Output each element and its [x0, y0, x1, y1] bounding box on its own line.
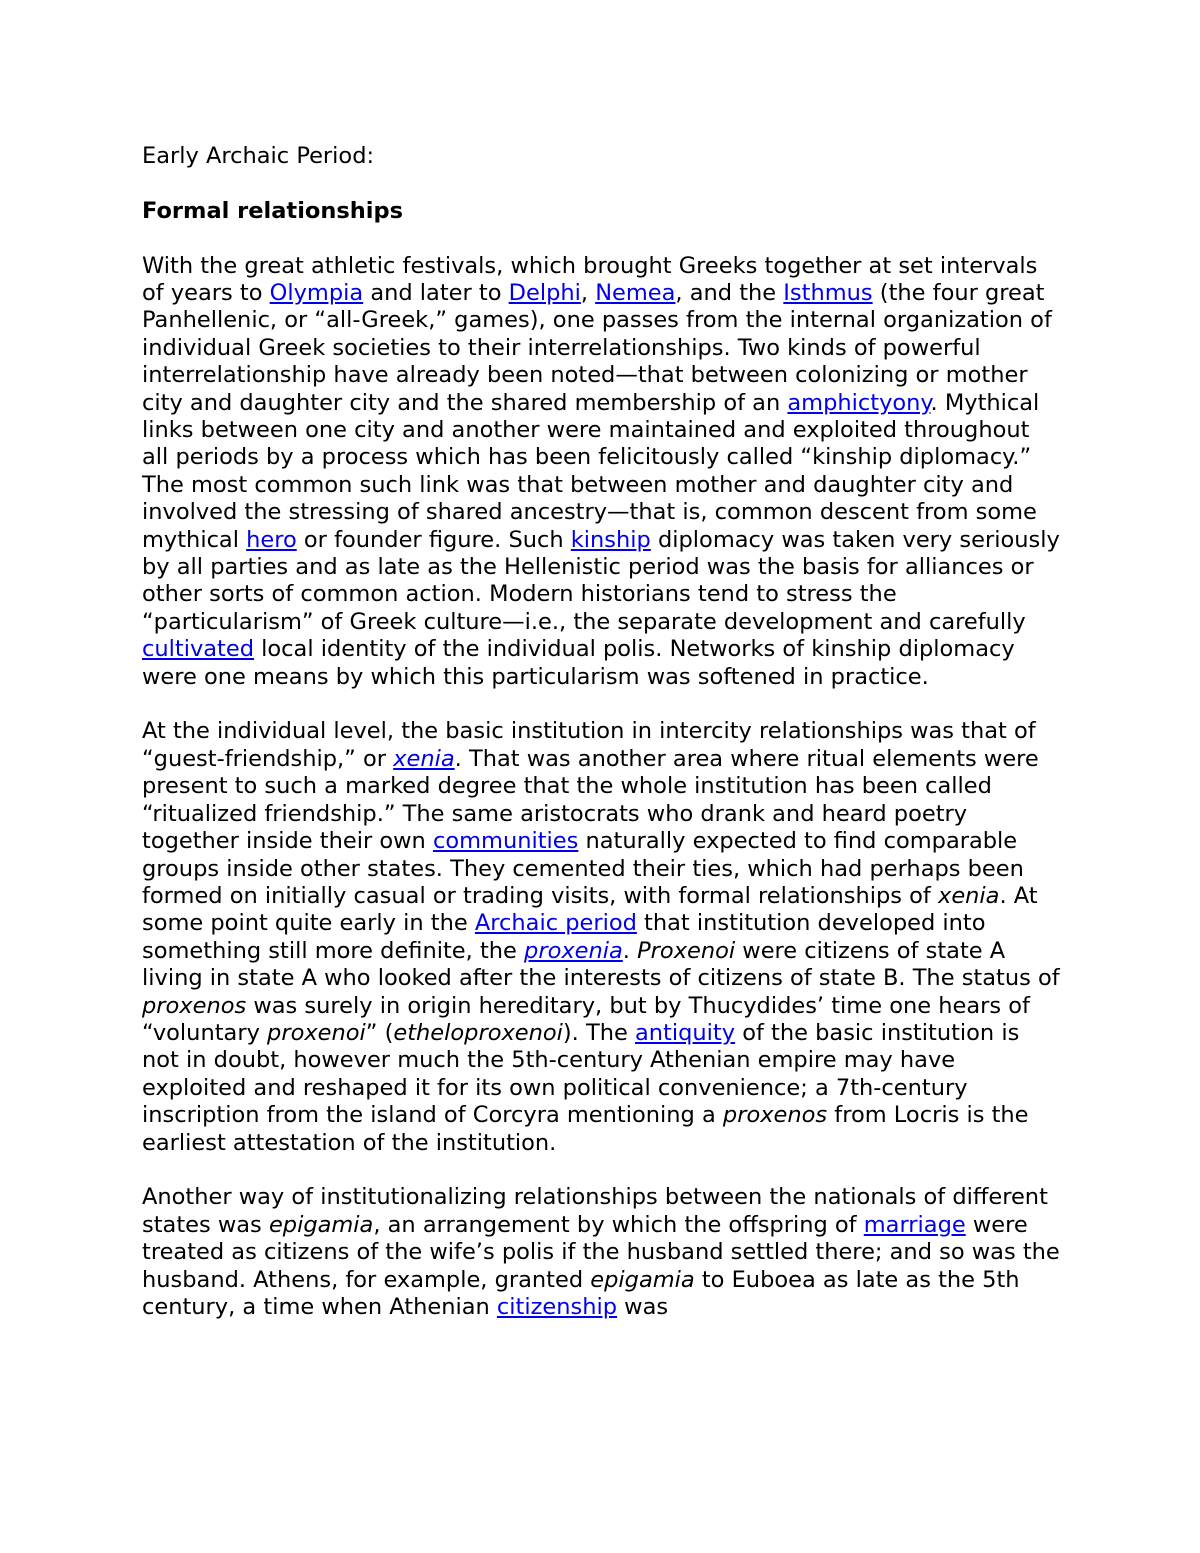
body-text: [142, 253, 1062, 1322]
link-delphi[interactable]: Delphi: [508, 280, 581, 306]
text-run: local identity of the individual polis. Networks of kinship diplomacy were one means by which this particularism was softened in practice.: [142, 636, 1015, 690]
link-antiquity[interactable]: antiquity: [635, 1019, 736, 1046]
text-run: , and the: [675, 280, 784, 306]
text-run: or founder figure. Such: [296, 526, 571, 553]
text-run: were treated as citizens of the wife’s polis if the husband settled there; and so was the husband. Athens, for example, granted: [142, 1211, 1060, 1293]
text-run: . Mythical links between one city and another were maintained and exploited throughout all periods by a process which has been felicitously called “kinship diplomacy.” The most common such link was that between mother and daughter city and involved the stressing of shared ancestry—that is, common descent from some mythical: [142, 389, 1040, 553]
link-proxenia[interactable]: [524, 938, 623, 964]
link-hero[interactable]: hero: [246, 526, 297, 553]
link-proxenia-label: proxenia: [524, 937, 623, 964]
link-marriage[interactable]: marriage: [863, 1211, 966, 1238]
italic-term: epigamia: [590, 1266, 695, 1293]
document-page: [142, 143, 1062, 1349]
paragraph: [142, 253, 1062, 692]
text-run: was surely in origin hereditary, but by Thucydides’ time one hears of “voluntary: [142, 992, 1030, 1046]
paragraph: [142, 1184, 1062, 1321]
link-isthmus[interactable]: Isthmus: [783, 280, 873, 306]
text-run: . That was another area where ritual elements were present to such a marked degree that the whole institution has been called “ritualized friendship.” The same aristocrats who drank and heard poetry together inside their own: [142, 745, 1039, 855]
link-cultivated[interactable]: cultivated: [142, 636, 255, 663]
text-run: , an arrangement by which the offspring of: [373, 1211, 864, 1238]
link-citizenship[interactable]: citizenship: [496, 1294, 618, 1320]
text-run: (the four great Panhellenic, or “all-Greek,” games), one passes from the internal organization of individual Greek societies to their interrelationships. Two kinds of powerful interrelationship have already been noted—that between colonizing or mother city and daughter city and the shared membership of an: [142, 280, 1052, 416]
text-run: that institution developed into something still more definite, the: [142, 910, 986, 964]
paragraph: [142, 718, 1062, 1157]
text-run: ). The: [562, 1019, 635, 1046]
text-run: At the individual level, the basic institution in intercity relationships was that of “guest-friendship,” or: [142, 718, 1036, 772]
italic-term: xenia: [938, 882, 1000, 909]
italic-term: Proxenoi: [637, 937, 736, 964]
link-amphictyony[interactable]: amphictyony: [787, 389, 931, 416]
link-xenia[interactable]: [393, 746, 454, 772]
text-run: ” (: [365, 1019, 394, 1046]
text-run: diplomacy was taken very seriously by all parties and as late as the Hellenistic period was the basis for alliances or other sorts of common action. Modern historians tend to stress the “particularism” of Greek culture—i.e., the separate development and carefully: [142, 526, 1060, 635]
text-run: was: [617, 1294, 669, 1320]
link-communities[interactable]: communities: [432, 828, 579, 855]
text-run: .: [622, 937, 638, 964]
link-nemea[interactable]: Nemea: [595, 280, 676, 306]
italic-term: proxenoi: [267, 1019, 366, 1046]
italic-term: etheloproxenoi: [393, 1019, 563, 1046]
text-run: were citizens of state A living in state A who looked after the interests of citizens of state B. The status of: [142, 937, 1060, 992]
italic-term: proxenos: [142, 992, 247, 1019]
text-run: naturally expected to find comparable groups inside other states. They cemented their ties, which had perhaps been formed on initially casual or trading visits, with formal relationships of: [142, 828, 1024, 909]
period-heading: Early Archaic Period:: [142, 143, 375, 169]
italic-term: epigamia: [268, 1211, 374, 1238]
link-olympia[interactable]: Olympia: [269, 280, 364, 306]
text-run: Another way of institutionalizing relationships between the nationals of different states was: [142, 1184, 1048, 1238]
link-kinship[interactable]: kinship: [570, 526, 651, 553]
text-run: and later to: [363, 280, 509, 306]
text-run: ,: [580, 280, 596, 306]
link-xenia-label: xenia: [393, 745, 455, 772]
italic-term: proxenos: [722, 1102, 828, 1129]
text-run: from Locris is the earliest attestation of the institution.: [142, 1102, 1029, 1156]
link-archaic-period[interactable]: Archaic period: [474, 910, 637, 937]
text-run: of the basic institution is not in doubt, however much the 5th-century Athenian empire may have exploited and reshaped it for its own political convenience; a 7th-century inscription from the island of Corcyra mentioning a: [142, 1019, 1020, 1129]
text-run: . At some point quite early in the: [142, 882, 1038, 937]
text-run: With the great athletic festivals, which brought Greeks together at set intervals of years to: [142, 252, 1038, 306]
text-run: to Euboea as late as the 5th century, a time when Athenian: [142, 1266, 1020, 1320]
section-heading: Formal relationships: [142, 197, 404, 224]
